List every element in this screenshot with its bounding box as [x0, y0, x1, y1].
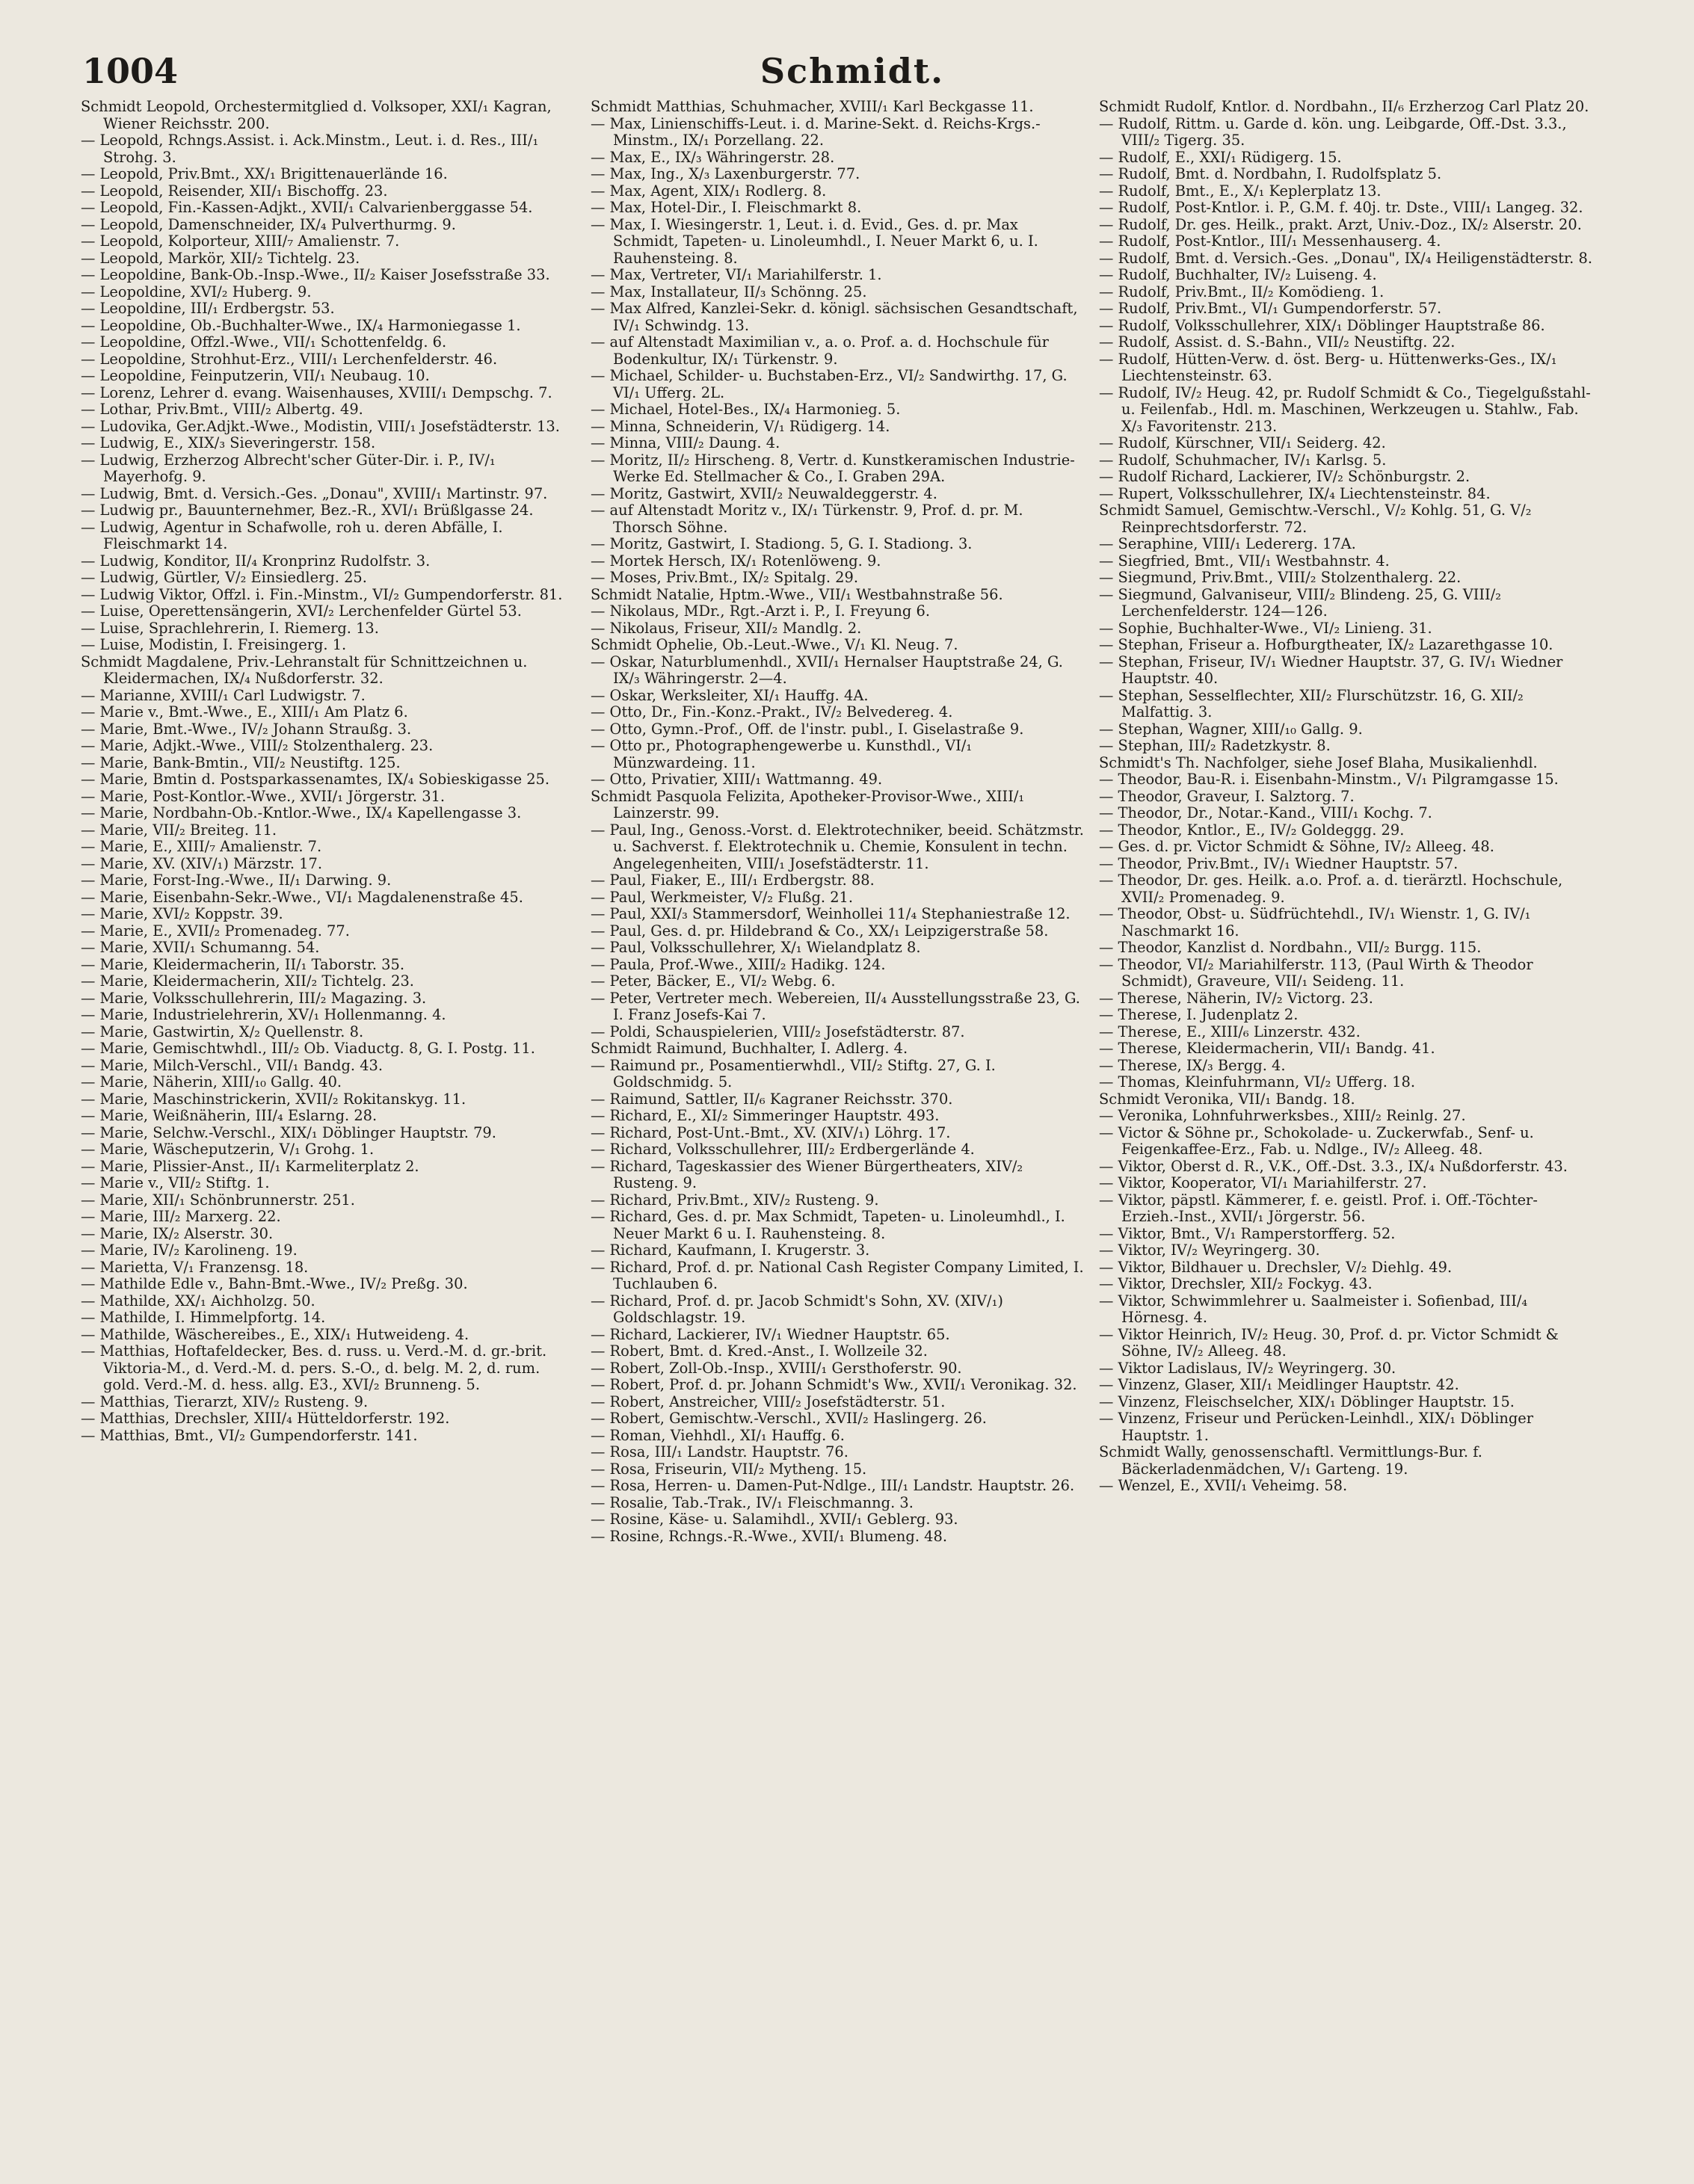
directory-entry: — Leopold, Markör, XII/₂ Tichtelg. 23. [81, 249, 360, 267]
directory-entry: — Rudolf, Priv.Bmt., II/₂ Komödieng. 1. [1099, 283, 1385, 300]
directory-entry: — Viktor, Bmt., V/₁ Ramperstorfferg. 52. [1099, 1224, 1396, 1242]
directory-entry: — Rudolf, Schuhmacher, IV/₁ Karlsg. 5. [1099, 451, 1387, 469]
directory-entry: — Seraphine, VIII/₁ Ledererg. 17A. [1099, 535, 1356, 552]
directory-entry: — Robert, Bmt. d. Kred.-Anst., I. Wollzeile 32. [591, 1342, 928, 1360]
directory-entry: — Marie v., VII/₂ Stiftg. 1. [81, 1174, 270, 1191]
directory-entry: — Paul, Werkmeister, V/₂ Flußg. 21. [591, 888, 854, 906]
directory-entry: — Luise, Modistin, I. Freisingerg. 1. [81, 636, 347, 653]
directory-entry: — Ges. d. pr. Victor Schmidt & Söhne, IV/₂ Alleeg. 48. [1099, 838, 1494, 855]
entry-columns [81, 99, 1636, 2162]
directory-entry: — Nikolaus, Friseur, XII/₂ Mandlg. 2. [591, 619, 862, 637]
directory-entry: — Viktor, Kooperator, VI/₁ Mariahilferstr. 27. [1099, 1174, 1427, 1191]
directory-entry: — Siegmund, Galvaniseur, VIII/₂ Blindeng. 25, G. VIII/₂ Lerchenfelderstr. 124—126. [1099, 585, 1501, 620]
directory-entry: — Therese, I. Judenplatz 2. [1099, 1006, 1299, 1023]
directory-entry: — Marie, Bank-Bmtin., VII/₂ Neustiftg. 125. [81, 753, 401, 771]
directory-entry: — Ludwig, Agentur in Schafwolle, roh u. deren Abfälle, I. Fleischmarkt 14. [81, 518, 503, 552]
directory-entry: — Marie, IV/₂ Karolineng. 19. [81, 1241, 298, 1259]
directory-entry: — Moritz, II/₂ Hirscheng. 8, Vertr. d. Kunstkeramischen Industrie-Werke Ed. Stellmacher & Co., I. Graben 29A. [591, 451, 1075, 485]
directory-entry: — Therese, E., XIII/₆ Linzerstr. 432. [1099, 1022, 1361, 1040]
directory-entry: — Richard, Prof. d. pr. National Cash Register Company Limited, I. Tuchlauben 6. [591, 1258, 1084, 1292]
directory-entry: — Otto pr., Photographengewerbe u. Kunsthdl., VI/₁ Münzwardeing. 11. [591, 737, 973, 771]
directory-entry: — Marie, IX/₂ Alserstr. 30. [81, 1224, 274, 1242]
directory-entry: — Richard, Prof. d. pr. Jacob Schmidt's Sohn, XV. (XIV/₁) Goldschlagstr. 19. [591, 1292, 1003, 1326]
directory-entry: — Marianne, XVIII/₁ Carl Ludwigstr. 7. [81, 686, 366, 704]
directory-entry: — Leopold, Priv.Bmt., XX/₁ Brigittenauerlände 16. [81, 165, 448, 182]
directory-entry: — Robert, Zoll-Ob.-Insp., XVIII/₁ Gersthoferstr. 90. [591, 1359, 962, 1377]
directory-entry: — Theodor, Kntlor., E., IV/₂ Goldeggg. 29. [1099, 821, 1405, 839]
directory-entry: — Max, I. Wiesingerstr. 1, Leut. i. d. Evid., Ges. d. pr. Max Schmidt, Tapeten- u. Linoleumhdl., I. Neuer Markt 6, u. I. Rauhensteing. 8. [591, 215, 1038, 267]
directory-entry: — Leopoldine, Feinputzerin, VII/₁ Neubaug. 10. [81, 367, 430, 384]
directory-entry: — Theodor, Dr. ges. Heilk. a.o. Prof. a. d. tierärztl. Hochschule, XVII/₂ Promenadeg. 9. [1099, 872, 1563, 906]
directory-entry: Schmidt Veronika, VII/₁ Bandg. 18. [1099, 1090, 1355, 1108]
directory-entry: — Marie, XV. (XIV/₁) Märzstr. 17. [81, 854, 323, 872]
directory-entry: — Richard, Kaufmann, I. Krugerstr. 3. [591, 1241, 870, 1259]
directory-entry: — Oskar, Werksleiter, XI/₁ Hauffg. 4A. [591, 686, 869, 704]
directory-entry: Schmidt Ophelie, Ob.-Leut.-Wwe., V/₁ Kl. Neug. 7. [591, 636, 958, 653]
directory-entry: — Peter, Bäcker, E., VI/₂ Webg. 6. [591, 972, 836, 990]
directory-entry: — Siegmund, Priv.Bmt., VIII/₂ Stolzenthalerg. 22. [1099, 569, 1462, 586]
directory-entry: — Luise, Sprachlehrerin, I. Riemerg. 13. [81, 619, 379, 637]
directory-entry: — Luise, Operettensängerin, XVI/₂ Lerchenfelder Gürtel 53. [81, 602, 522, 620]
directory-entry: — Rudolf, Volksschullehrer, XIX/₁ Döblinger Hauptstraße 86. [1099, 316, 1545, 334]
directory-entry: — Marie, Nordbahn-Ob.-Kntlor.-Wwe., IX/₄ Kapellengasse 3. [81, 804, 522, 821]
directory-entry: — Robert, Gemischtw.-Verschl., XVII/₂ Haslingerg. 26. [591, 1410, 987, 1427]
directory-entry: — Richard, Ges. d. pr. Max Schmidt, Tapeten- u. Linoleumhdl., I. Neuer Markt 6 u. I. Rauhensteing. 8. [591, 1208, 1065, 1242]
directory-entry: — Raimund, Sattler, II/₆ Kagraner Reichsstr. 370. [591, 1090, 953, 1108]
directory-entry: — Viktor Ladislaus, IV/₂ Weyringerg. 30. [1099, 1359, 1396, 1377]
directory-entry: — Marie, Gastwirtin, X/₂ Quellenstr. 8. [81, 1022, 364, 1040]
directory-entry: — Marie, Plissier-Anst., II/₁ Karmeliterplatz 2. [81, 1157, 419, 1175]
directory-entry: Schmidt Raimund, Buchhalter, I. Adlerg. 4. [591, 1040, 908, 1057]
directory-entry: — Otto, Dr., Fin.-Konz.-Prakt., IV/₂ Belvedereg. 4. [591, 703, 953, 721]
directory-entry: — Rudolf, Dr. ges. Heilk., prakt. Arzt, Univ.-Doz., IX/₂ Alserstr. 20. [1099, 215, 1582, 233]
directory-entry: — Ludwig Viktor, Offzl. i. Fin.-Minstm., VI/₂ Gumpendorferstr. 81. [81, 585, 563, 603]
directory-entry: — Marie, Bmt.-Wwe., IV/₂ Johann Straußg. 3. [81, 720, 412, 738]
directory-entry: — Marie, Industrielehrerin, XV/₁ Hollenmanng. 4. [81, 1006, 446, 1023]
directory-entry: — Oskar, Naturblumenhdl., XVII/₁ Hernalser Hauptstraße 24, G. IX/₃ Währingerstr. 2—4. [591, 653, 1063, 687]
directory-entry: — Rudolf Richard, Lackierer, IV/₂ Schönburgstr. 2. [1099, 468, 1470, 485]
directory-entry: — Richard, Priv.Bmt., XIV/₂ Rusteng. 9. [591, 1191, 879, 1209]
directory-entry: — Rosalie, Tab.-Trak., IV/₁ Fleischmanng. 3. [591, 1493, 914, 1511]
directory-entry: — Leopoldine, III/₁ Erdbergstr. 53. [81, 300, 335, 317]
directory-entry: — Max, Agent, XIX/₁ Rodlerg. 8. [591, 182, 827, 200]
directory-entry: — Richard, Volksschullehrer, III/₂ Erdbergerlände 4. [591, 1141, 975, 1158]
directory-entry: — Vinzenz, Friseur und Perücken-Leinhdl., XIX/₁ Döblinger Hauptstr. 1. [1099, 1410, 1534, 1444]
directory-entry: — Stephan, Wagner, XIII/₁₀ Gallg. 9. [1099, 720, 1363, 738]
directory-entry: — Richard, E., XI/₂ Simmeringer Hauptstr. 493. [591, 1107, 940, 1124]
directory-entry: — Michael, Hotel-Bes., IX/₄ Harmonieg. 5. [591, 401, 901, 418]
directory-entry: — Siegfried, Bmt., VII/₁ Westbahnstr. 4. [1099, 552, 1390, 570]
directory-entry: — Rudolf, Assist. d. S.-Bahn., VII/₂ Neustiftg. 22. [1099, 333, 1456, 351]
directory-entry: — Rudolf, E., XXI/₁ Rüdigerg. 15. [1099, 148, 1342, 166]
directory-entry: — Matthias, Bmt., VI/₂ Gumpendorferstr. 141. [81, 1426, 418, 1444]
directory-entry: Schmidt Magdalene, Priv.-Lehranstalt für Schnittzeichnen u. Kleidermachen, IX/₄ Nußdorferstr. 32. [81, 653, 528, 687]
directory-entry: — Leopoldine, Bank-Ob.-Insp.-Wwe., II/₂ Kaiser Josefsstraße 33. [81, 266, 550, 283]
directory-entry: — Marietta, V/₁ Franzensg. 18. [81, 1258, 309, 1276]
directory-entry: — Rosine, Käse- u. Salamihdl., XVII/₁ Geblerg. 93. [591, 1511, 958, 1528]
directory-entry: — Marie, Adjkt.-Wwe., VIII/₂ Stolzenthalerg. 23. [81, 737, 434, 754]
directory-entry: — Veronika, Lohnfuhrwerksbes., XIII/₂ Reinlg. 27. [1099, 1107, 1466, 1124]
directory-entry: — Max, Vertreter, VI/₁ Mariahilferstr. 1. [591, 266, 882, 283]
directory-entry: — Marie, Volksschullehrerin, III/₂ Magazing. 3. [81, 989, 427, 1007]
directory-entry: Schmidt's Th. Nachfolger, siehe Josef Blaha, Musikalienhdl. [1099, 753, 1538, 771]
directory-entry: — Rudolf, Bmt. d. Versich.-Ges. „Donau", IX/₄ Heiligenstädterstr. 8. [1099, 249, 1592, 267]
directory-entry: — Moses, Priv.Bmt., IX/₂ Spitalg. 29. [591, 569, 859, 586]
directory-entry: — Viktor, Drechsler, XII/₂ Fockyg. 43. [1099, 1275, 1373, 1292]
directory-entry: — Marie, E., XIII/₇ Amalienstr. 7. [81, 838, 322, 855]
directory-entry: — Leopold, Kolporteur, XIII/₇ Amalienstr. 7. [81, 232, 400, 250]
directory-entry: Schmidt Rudolf, Kntlor. d. Nordbahn., II/₆ Erzherzog Carl Platz 20. [1099, 99, 1589, 115]
directory-entry: — Nikolaus, MDr., Rgt.-Arzt i. P., I. Freyung 6. [591, 602, 931, 620]
directory-entry: — Raimund pr., Posamentierwhdl., VII/₂ Stiftg. 27, G. I. Goldschmidg. 5. [591, 1056, 996, 1091]
directory-entry: — Max, Installateur, II/₃ Schönng. 25. [591, 283, 867, 300]
directory-entry: — Marie, Post-Kontlor.-Wwe., XVII/₁ Jörgerstr. 31. [81, 787, 446, 805]
directory-entry: — Marie, Forst-Ing.-Wwe., II/₁ Darwing. 9. [81, 872, 392, 889]
directory-entry: — Viktor, Bildhauer u. Drechsler, V/₂ Diehlg. 49. [1099, 1258, 1453, 1276]
directory-entry: — Theodor, Dr., Notar.-Kand., VIII/₁ Kochg. 7. [1099, 804, 1432, 821]
directory-entry: — Minna, Schneiderin, V/₁ Rüdigerg. 14. [591, 417, 890, 435]
directory-entry: — Ludwig, Erzherzog Albrecht'scher Güter-Dir. i. P., IV/₁ Mayerhofg. 9. [81, 451, 496, 485]
page-header [82, 51, 1622, 96]
directory-entry: — Marie, Wäscheputzerin, V/₁ Grohg. 1. [81, 1141, 375, 1158]
directory-entry: — Robert, Anstreicher, VIII/₂ Josefstädterstr. 51. [591, 1392, 946, 1410]
directory-entry: — Rudolf, Bmt., E., X/₁ Keplerplatz 13. [1099, 182, 1382, 200]
directory-entry: — Richard, Tageskassier des Wiener Bürgertheaters, XIV/₂ Rusteng. 9. [591, 1157, 1023, 1191]
directory-entry: — Mathilde Edle v., Bahn-Bmt.-Wwe., IV/₂ Preßg. 30. [81, 1275, 468, 1292]
directory-entry: — Sophie, Buchhalter-Wwe., VI/₂ Linieng. 31. [1099, 619, 1432, 637]
directory-entry: — Rudolf, Rittm. u. Garde d. kön. ung. Leibgarde, Off.-Dst. 3.3., VIII/₂ Tigerg. 35. [1099, 114, 1567, 149]
directory-entry: Schmidt Leopold, Orchestermitglied d. Volksoper, XXI/₁ Kagran, Wiener Reichsstr. 200. [81, 99, 552, 132]
directory-entry: — Mathilde, XX/₁ Aichholzg. 50. [81, 1292, 315, 1310]
directory-entry: Schmidt Wally, genossenschaftl. Vermittlungs-Bur. f. Bäckerladenmädchen, V/₁ Garteng. 19. [1099, 1443, 1482, 1478]
directory-entry: — Marie v., Bmt.-Wwe., E., XIII/₁ Am Platz 6. [81, 703, 408, 721]
directory-entry: — Marie, XVI/₂ Koppstr. 39. [81, 905, 283, 922]
directory-entry: — Michael, Schilder- u. Buchstaben-Erz., VI/₂ Sandwirthg. 17, G. VI/₁ Ufferg. 2L. [591, 367, 1068, 401]
directory-entry: — Lothar, Priv.Bmt., VIII/₂ Albertg. 49. [81, 401, 363, 418]
directory-entry: — Vinzenz, Fleischselcher, XIX/₁ Döblinger Hauptstr. 15. [1099, 1392, 1515, 1410]
directory-entry: — Theodor, Priv.Bmt., IV/₁ Wiedner Hauptstr. 57. [1099, 854, 1459, 872]
directory-entry: — Matthias, Tierarzt, XIV/₂ Rusteng. 9. [81, 1392, 369, 1410]
directory-entry: — Moritz, Gastwirt, XVII/₂ Neuwaldeggerstr. 4. [591, 484, 937, 502]
directory-entry: — Ludwig, Konditor, II/₄ Kronprinz Rudolfstr. 3. [81, 552, 431, 570]
directory-entry: — Theodor, Graveur, I. Salztorg. 7. [1099, 787, 1355, 805]
directory-entry: — Otto, Gymn.-Prof., Off. de l'instr. publ., I. Giselastraße 9. [591, 720, 1024, 738]
directory-entry: — Marie, Näherin, XIII/₁₀ Gallg. 40. [81, 1073, 342, 1091]
directory-entry: — Therese, IX/₃ Bergg. 4. [1099, 1056, 1286, 1074]
directory-entry: — Rosa, Herren- u. Damen-Put-Ndlge., III/₁ Landstr. Hauptstr. 26. [591, 1477, 1075, 1494]
directory-entry: — Marie, Maschinstrickerin, XVII/₂ Rokitanskyg. 11. [81, 1090, 466, 1108]
directory-entry: — auf Altenstadt Moritz v., IX/₁ Türkenstr. 9, Prof. d. pr. M. Thorsch Söhne. [591, 502, 1023, 536]
directory-entry: — Ludovika, Ger.Adjkt.-Wwe., Modistin, VIII/₁ Josefstädterstr. 13. [81, 417, 560, 435]
directory-entry: — Robert, Prof. d. pr. Johann Schmidt's Ww., XVII/₁ Veronikag. 32. [591, 1376, 1077, 1393]
directory-entry: — Max, E., IX/₃ Währingerstr. 28. [591, 148, 835, 166]
directory-entry: — Marie, Kleidermacherin, II/₁ Taborstr. 35. [81, 955, 405, 973]
directory-entry: — Ludwig, Bmt. d. Versich.-Ges. „Donau", XVIII/₁ Martinstr. 97. [81, 484, 548, 502]
column-2 [591, 99, 1084, 2162]
directory-entry: — Marie, Bmtin d. Postsparkassenamtes, IX/₄ Sobieskigasse 25. [81, 771, 550, 788]
directory-entry: — Lorenz, Lehrer d. evang. Waisenhauses, XVIII/₁ Dempschg. 7. [81, 383, 552, 401]
directory-entry: — Roman, Viehhdl., XI/₁ Hauffg. 6. [591, 1426, 845, 1444]
directory-entry: — Minna, VIII/₂ Daung. 4. [591, 434, 780, 451]
directory-entry: — Leopold, Fin.-Kassen-Adjkt., XVII/₁ Calvarienberggasse 54. [81, 199, 533, 216]
directory-entry: — Marie, Eisenbahn-Sekr.-Wwe., VI/₁ Magdalenenstraße 45. [81, 888, 523, 906]
directory-entry: — Viktor, Oberst d. R., V.K., Off.-Dst. 3.3., IX/₄ Nußdorferstr. 43. [1099, 1157, 1568, 1175]
column-3 [1099, 99, 1592, 2162]
directory-entry: — Paul, Volksschullehrer, X/₁ Wielandplatz 8. [591, 939, 921, 956]
page-number: 1004 [82, 51, 179, 91]
directory-entry: — Leopoldine, Ob.-Buchhalter-Wwe., IX/₄ Harmoniegasse 1. [81, 316, 521, 334]
directory-entry: — Victor & Söhne pr., Schokolade- u. Zuckerwfab., Senf- u. Feigenkaffee-Erz., Fab. u. Ndlge., IV/₂ Alleeg. 48. [1099, 1123, 1534, 1158]
directory-entry: Schmidt Samuel, Gemischtw.-Verschl., V/₂ Kohlg. 51, G. V/₂ Reinprechtsdorferstr. 72. [1099, 502, 1532, 536]
directory-entry: — Rudolf, Buchhalter, IV/₂ Luiseng. 4. [1099, 266, 1377, 283]
directory-entry: — Thomas, Kleinfuhrmann, VI/₂ Ufferg. 18. [1099, 1073, 1415, 1091]
directory-entry: — Ludwig, E., XIX/₃ Sieveringerstr. 158. [81, 434, 376, 451]
running-title: Schmidt. [760, 51, 945, 91]
directory-entry: — Rupert, Volksschullehrer, IX/₄ Liechtensteinstr. 84. [1099, 484, 1491, 502]
column-1 [81, 99, 574, 2162]
directory-entry: — Rudolf, Kürschner, VII/₁ Seiderg. 42. [1099, 434, 1386, 451]
directory-entry: — Marie, III/₂ Marxerg. 22. [81, 1208, 281, 1225]
directory-entry: — Therese, Näherin, IV/₂ Victorg. 23. [1099, 989, 1373, 1007]
directory-entry: — Viktor Heinrich, IV/₂ Heug. 30, Prof. d. pr. Victor Schmidt & Söhne, IV/₂ Alleeg. 48. [1099, 1325, 1559, 1360]
directory-entry: — Therese, Kleidermacherin, VII/₁ Bandg. 41. [1099, 1040, 1435, 1057]
directory-entry: — Moritz, Gastwirt, I. Stadiong. 5, G. I. Stadiong. 3. [591, 535, 973, 552]
directory-entry: — Theodor, Kanzlist d. Nordbahn., VII/₂ Burgg. 115. [1099, 939, 1482, 956]
directory-entry: — Theodor, VI/₂ Mariahilferstr. 113, (Paul Wirth & Theodor Schmidt), Graveure, VII/₁ Seideng. 11. [1099, 955, 1533, 990]
directory-entry: — Matthias, Drechsler, XIII/₄ Hütteldorferstr. 192. [81, 1410, 450, 1427]
directory-entry: — Theodor, Obst- u. Südfrüchtehdl., IV/₁ Wienstr. 1, G. IV/₁ Naschmarkt 16. [1099, 905, 1531, 940]
directory-entry: — Marie, XVII/₁ Schumanng. 54. [81, 939, 320, 956]
directory-entry: — Viktor, päpstl. Kämmerer, f. e. geistl. Prof. i. Off.-Töchter-Erzieh.-Inst., XVII/₁ Jörgerstr. 56. [1099, 1191, 1538, 1225]
directory-entry: — Rosine, Rchngs.-R.-Wwe., XVII/₁ Blumeng. 48. [591, 1527, 948, 1545]
directory-entry: — Rudolf, Post-Kntlor. i. P., G.M. f. 40j. tr. Dste., VIII/₁ Langeg. 32. [1099, 199, 1583, 216]
directory-entry: — Ludwig, Gürtler, V/₂ Einsiedlerg. 25. [81, 569, 367, 586]
directory-entry: — Stephan, Friseur a. Hofburgtheater, IX/₂ Lazarethgasse 10. [1099, 636, 1553, 653]
directory-entry: — Max, Linienschiffs-Leut. i. d. Marine-Sekt. d. Reichs-Krgs.-Minstm., IX/₁ Porzellang. 22. [591, 114, 1041, 149]
directory-entry: — Rudolf, Hütten-Verw. d. öst. Berg- u. Hüttenwerks-Ges., IX/₁ Liechtensteinstr. 63. [1099, 350, 1557, 384]
directory-entry: — Leopold, Reisender, XII/₁ Bischoffg. 23. [81, 182, 388, 200]
directory-entry: — Leopoldine, XVI/₂ Huberg. 9. [81, 283, 312, 300]
directory-entry: — Max, Ing., X/₃ Laxenburgerstr. 77. [591, 165, 860, 182]
directory-entry: — Paula, Prof.-Wwe., XIII/₂ Hadikg. 124. [591, 955, 886, 973]
directory-entry: — Marie, VII/₂ Breiteg. 11. [81, 821, 277, 839]
directory-entry: — Stephan, III/₂ Radetzkystr. 8. [1099, 737, 1331, 754]
directory-entry: — Marie, Milch-Verschl., VII/₁ Bandg. 43. [81, 1056, 384, 1074]
directory-entry: — Max, Hotel-Dir., I. Fleischmarkt 8. [591, 199, 862, 216]
directory-entry: — Matthias, Hoftafeldecker, Bes. d. russ. u. Verd.-M. d. gr.-brit. Viktoria-M., d. Verd.-M. d. pers. S.-O., d. belg. M. 2, d. rum. gold. Verd.-M. d. hess. allg. E3., XVI/₂ Brunneng. 5. [81, 1342, 547, 1393]
directory-entry: — Paul, Ing., Genoss.-Vorst. d. Elektrotechniker, beeid. Schätzmstr. u. Sachverst. f. Elektrotechnik u. Chemie, Konsulent in techn. Angelegenheiten, VIII/₁ Josefstädterstr. 11. [591, 821, 1084, 872]
directory-entry: Schmidt Natalie, Hptm.-Wwe., VII/₁ Westbahnstraße 56. [591, 585, 1003, 603]
directory-entry: — Rudolf, Priv.Bmt., VI/₁ Gumpendorferstr. 57. [1099, 300, 1442, 317]
directory-entry: — Marie, Weißnäherin, III/₄ Eslarng. 28. [81, 1107, 378, 1124]
directory-entry: — Ludwig pr., Bauunternehmer, Bez.-R., XVI/₁ Brüßlgasse 24. [81, 502, 534, 519]
directory-entry: — Marie, Gemischtwhdl., III/₂ Ob. Viaductg. 8, G. I. Postg. 11. [81, 1040, 535, 1057]
directory-entry: Schmidt Pasquola Felizita, Apotheker-Provisor-Wwe., XIII/₁ Lainzerstr. 99. [591, 787, 1025, 821]
directory-entry: — Rudolf, IV/₂ Heug. 42, pr. Rudolf Schmidt & Co., Tiegelgußstahl- u. Feilenfab., Hdl. m. Maschinen, Werkzeugen u. Stahlw., Fab. X/₃ Favoritenstr. 213. [1099, 383, 1591, 435]
directory-entry: — Peter, Vertreter mech. Webereien, II/₄ Ausstellungsstraße 23, G. I. Franz Josefs-Kai 7. [591, 989, 1080, 1023]
directory-entry: — Leopoldine, Offzl.-Wwe., VII/₁ Schottenfeldg. 6. [81, 333, 447, 351]
directory-entry: — Stephan, Sesselflechter, XII/₂ Flurschützstr. 16, G. XII/₂ Malfattig. 3. [1099, 686, 1524, 721]
directory-entry: — Marie, Selchw.-Verschl., XIX/₁ Döblinger Hauptstr. 79. [81, 1123, 496, 1141]
directory-entry: — Paul, XXI/₃ Stammersdorf, Weinhollei 11/₄ Stephaniestraße 12. [591, 905, 1071, 922]
directory-entry: — Rosa, III/₁ Landstr. Hauptstr. 76. [591, 1443, 848, 1460]
directory-entry: — Theodor, Bau-R. i. Eisenbahn-Minstm., V/₁ Pilgramgasse 15. [1099, 771, 1559, 788]
directory-entry: — Richard, Lackierer, IV/₁ Wiedner Hauptstr. 65. [591, 1325, 950, 1343]
directory-entry: — auf Altenstadt Maximilian v., a. o. Prof. a. d. Hochschule für Bodenkultur, IX/₁ Türkenstr. 9. [591, 333, 1049, 368]
directory-entry: — Marie, XII/₁ Schönbrunnerstr. 251. [81, 1191, 355, 1209]
directory-entry: — Leopold, Rchngs.Assist. i. Ack.Minstm., Leut. i. d. Res., III/₁ Strohg. 3. [81, 132, 539, 166]
directory-entry: — Marie, E., XVII/₂ Promenadeg. 77. [81, 922, 350, 940]
directory-entry: — Mathilde, Wäschereibes., E., XIX/₁ Hutweideng. 4. [81, 1325, 469, 1343]
directory-entry: — Wenzel, E., XVII/₁ Veheimg. 58. [1099, 1477, 1348, 1494]
directory-entry: — Viktor, Schwimmlehrer u. Saalmeister i. Sofienbad, III/₄ Hörnesg. 4. [1099, 1292, 1528, 1326]
directory-entry: — Viktor, IV/₂ Weyringerg. 30. [1099, 1241, 1320, 1259]
directory-entry: — Paul, Ges. d. pr. Hildebrand & Co., XX/₁ Leipzigerstraße 58. [591, 922, 1049, 940]
directory-entry: — Rosa, Friseurin, VII/₂ Mytheng. 15. [591, 1460, 867, 1478]
directory-entry: — Rudolf, Bmt. d. Nordbahn, I. Rudolfsplatz 5. [1099, 165, 1442, 182]
directory-entry: — Mathilde, I. Himmelpfortg. 14. [81, 1309, 326, 1326]
directory-entry: — Otto, Privatier, XIII/₁ Wattmanng. 49. [591, 771, 883, 788]
directory-entry: — Paul, Fiaker, E., III/₁ Erdbergstr. 88. [591, 872, 875, 889]
directory-entry: — Mortek Hersch, IX/₁ Rotenlöweng. 9. [591, 552, 881, 570]
directory-entry: — Max Alfred, Kanzlei-Sekr. d. königl. sächsischen Gesandtschaft, IV/₁ Schwindg. 13. [591, 300, 1078, 334]
directory-entry: — Leopoldine, Strohhut-Erz., VIII/₁ Lerchenfelderstr. 46. [81, 350, 498, 368]
directory-entry: — Stephan, Friseur, IV/₁ Wiedner Hauptstr. 37, G. IV/₁ Wiedner Hauptstr. 40. [1099, 653, 1563, 687]
directory-entry: — Poldi, Schauspielerien, VIII/₂ Josefstädterstr. 87. [591, 1022, 965, 1040]
directory-entry: Schmidt Matthias, Schuhmacher, XVIII/₁ Karl Beckgasse 11. [591, 99, 1034, 115]
directory-entry: — Leopold, Damenschneider, IX/₄ Pulverthurmg. 9. [81, 215, 456, 233]
directory-entry: — Vinzenz, Glaser, XII/₁ Meidlinger Hauptstr. 42. [1099, 1376, 1459, 1393]
directory-entry: — Richard, Post-Unt.-Bmt., XV. (XIV/₁) Löhrg. 17. [591, 1123, 951, 1141]
directory-entry: — Marie, Kleidermacherin, XII/₂ Tichtelg. 23. [81, 972, 414, 990]
directory-entry: — Rudolf, Post-Kntlor., III/₁ Messenhauserg. 4. [1099, 232, 1441, 250]
